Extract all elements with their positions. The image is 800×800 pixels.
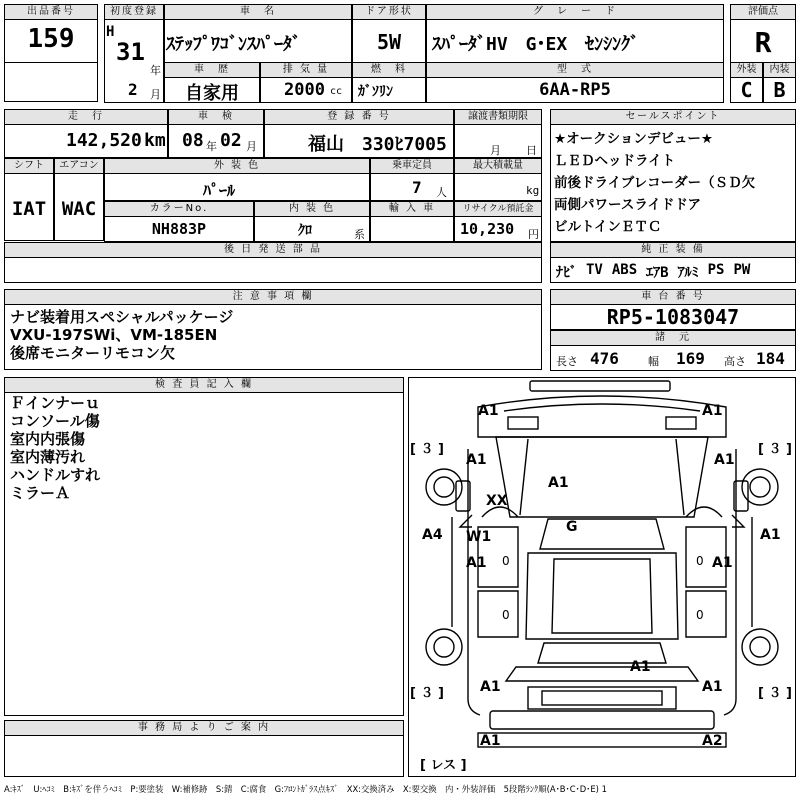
displacement: 2000 [284,80,325,100]
score: R [754,26,772,59]
plate-number: 福山 330ﾋ7005 [308,134,447,155]
exterior-color: ﾊﾟｰﾙ [202,181,235,200]
damage-mark: A1 [702,679,723,695]
damage-mark: A1 [702,403,723,419]
air-conditioner: WAC [61,198,97,220]
tread-depth: [ ３ ] [758,686,792,701]
equipment-item: ABS [611,262,638,278]
damage-mark: G [566,519,578,535]
damage-mark: A1 [712,555,733,571]
zero-mark: 0 [696,554,704,568]
tread-depth: [ ３ ] [758,442,792,457]
damage-mark: A1 [760,527,781,543]
sales-point: ★オークションデビュー★ [554,131,713,147]
sales-point: ビルトインＥＴＣ [554,219,662,235]
damage-mark: A4 [422,527,443,543]
damage-mark: A1 [466,452,487,468]
note-line: ナビ装着用スペシャルパッケージ [10,308,234,326]
sales-point: ＬＥＤヘッドライト [554,153,676,169]
capacity: 7 [412,178,422,197]
inspector-note: ハンドルすれ [10,466,101,484]
inspection-month: 02 [220,130,242,151]
grade-label: グ レ ー ド [426,4,724,20]
lot-number: 159 [27,24,75,54]
inspection-year: 08 [182,130,204,151]
inspector-note: Ｆインナーｕ [10,394,101,412]
inspector-note: 室内薄汚れ [10,448,86,466]
legend: A:ｷｽﾞ U:ﾍｺﾐ B:ｷｽﾞを伴うﾍｺﾐ P:要塗装 W:補修跡 S:錆 C:腐食 G:ﾌﾛﾝﾄｶﾞﾗｽ点ｷｽﾞ XX:交換済み X:要交換 内・外装評価 5段階ﾗﾝｸ順(A･B･C･D･E) 1 [4,784,607,794]
zero-mark: 0 [502,554,510,568]
note-line: 後席モニターリモコン欠 [10,344,176,362]
lot-label: 出品番号 [4,4,98,20]
damage-mark: W1 [466,529,492,545]
damage-mark: XX [486,493,508,509]
inspector-note: コンソール傷 [10,412,100,430]
notes-label: 注 意 事 項 欄 [4,289,542,305]
height: 184 [756,349,785,368]
color-number: NH883P [151,220,207,238]
damage-mark: A1 [480,733,501,749]
car-name: ｽﾃｯﾌﾟﾜｺﾞﾝｽﾊﾟｰﾀﾞ [166,34,301,55]
spare-tire: [ レス ] [420,758,467,773]
length: 476 [590,349,619,368]
door-type: 5W [376,30,402,54]
interior-color: ｸﾛ [298,223,312,239]
sales-point: 両側パワースライドドア [554,197,702,213]
car-diagram [408,377,796,777]
damage-mark: A1 [548,475,569,491]
mileage: 142,520 [66,130,142,151]
equipment-item: ｱﾙﾐ [677,265,699,281]
equipment-item: ｴｱB [646,265,669,281]
note-line: VXU-197SWi、VM-185EN [10,326,218,344]
first-reg-label: 初度登録 [104,4,164,20]
exterior-grade: C [740,78,753,102]
inspector-note: ミラーＡ [10,484,71,502]
history: 自家用 [185,83,239,104]
sales-points-label: セールスポイント [550,109,796,125]
equipment-item: PS [707,262,725,278]
fuel: ｶﾞｿﾘﾝ [358,84,393,100]
inspector-note: 室内内張傷 [10,430,86,448]
width: 169 [676,349,705,368]
chassis-number: RP5-1083047 [606,305,740,329]
zero-mark: 0 [502,608,510,622]
tread-depth: [ ３ ] [410,686,444,701]
recycle-fee: 10,230 [460,220,515,238]
equipment-label: 純 正 装 備 [550,242,796,258]
damage-mark: A2 [702,733,723,749]
name-label: 車 名 [164,4,352,20]
equipment-item: PW [733,262,751,278]
door-label: ドア形状 [352,4,426,20]
sales-point: 前後ドライブレコーダー（ＳＤ欠 [554,175,756,191]
first-reg-month: 2 [128,80,138,99]
interior-grade: B [773,78,786,102]
damage-mark: A1 [630,659,651,675]
damage-mark: A1 [466,555,487,571]
damage-mark: A1 [714,452,735,468]
shift: IAT [11,198,47,220]
tread-depth: [ ３ ] [410,442,444,457]
zero-mark: 0 [696,608,704,622]
damage-mark: A1 [478,403,499,419]
grade: ｽﾊﾟｰﾀﾞHV G･EX ｾﾝｼﾝｸﾞ [432,34,640,55]
model-code: 6AA-RP5 [539,80,611,100]
era: H [106,24,115,40]
equipment-item: ﾅﾋﾞ [556,265,577,281]
damage-mark: A1 [480,679,501,695]
score-label: 評価点 [730,4,796,20]
equipment-item: TV [586,262,603,278]
first-reg-year: 31 [116,38,145,66]
